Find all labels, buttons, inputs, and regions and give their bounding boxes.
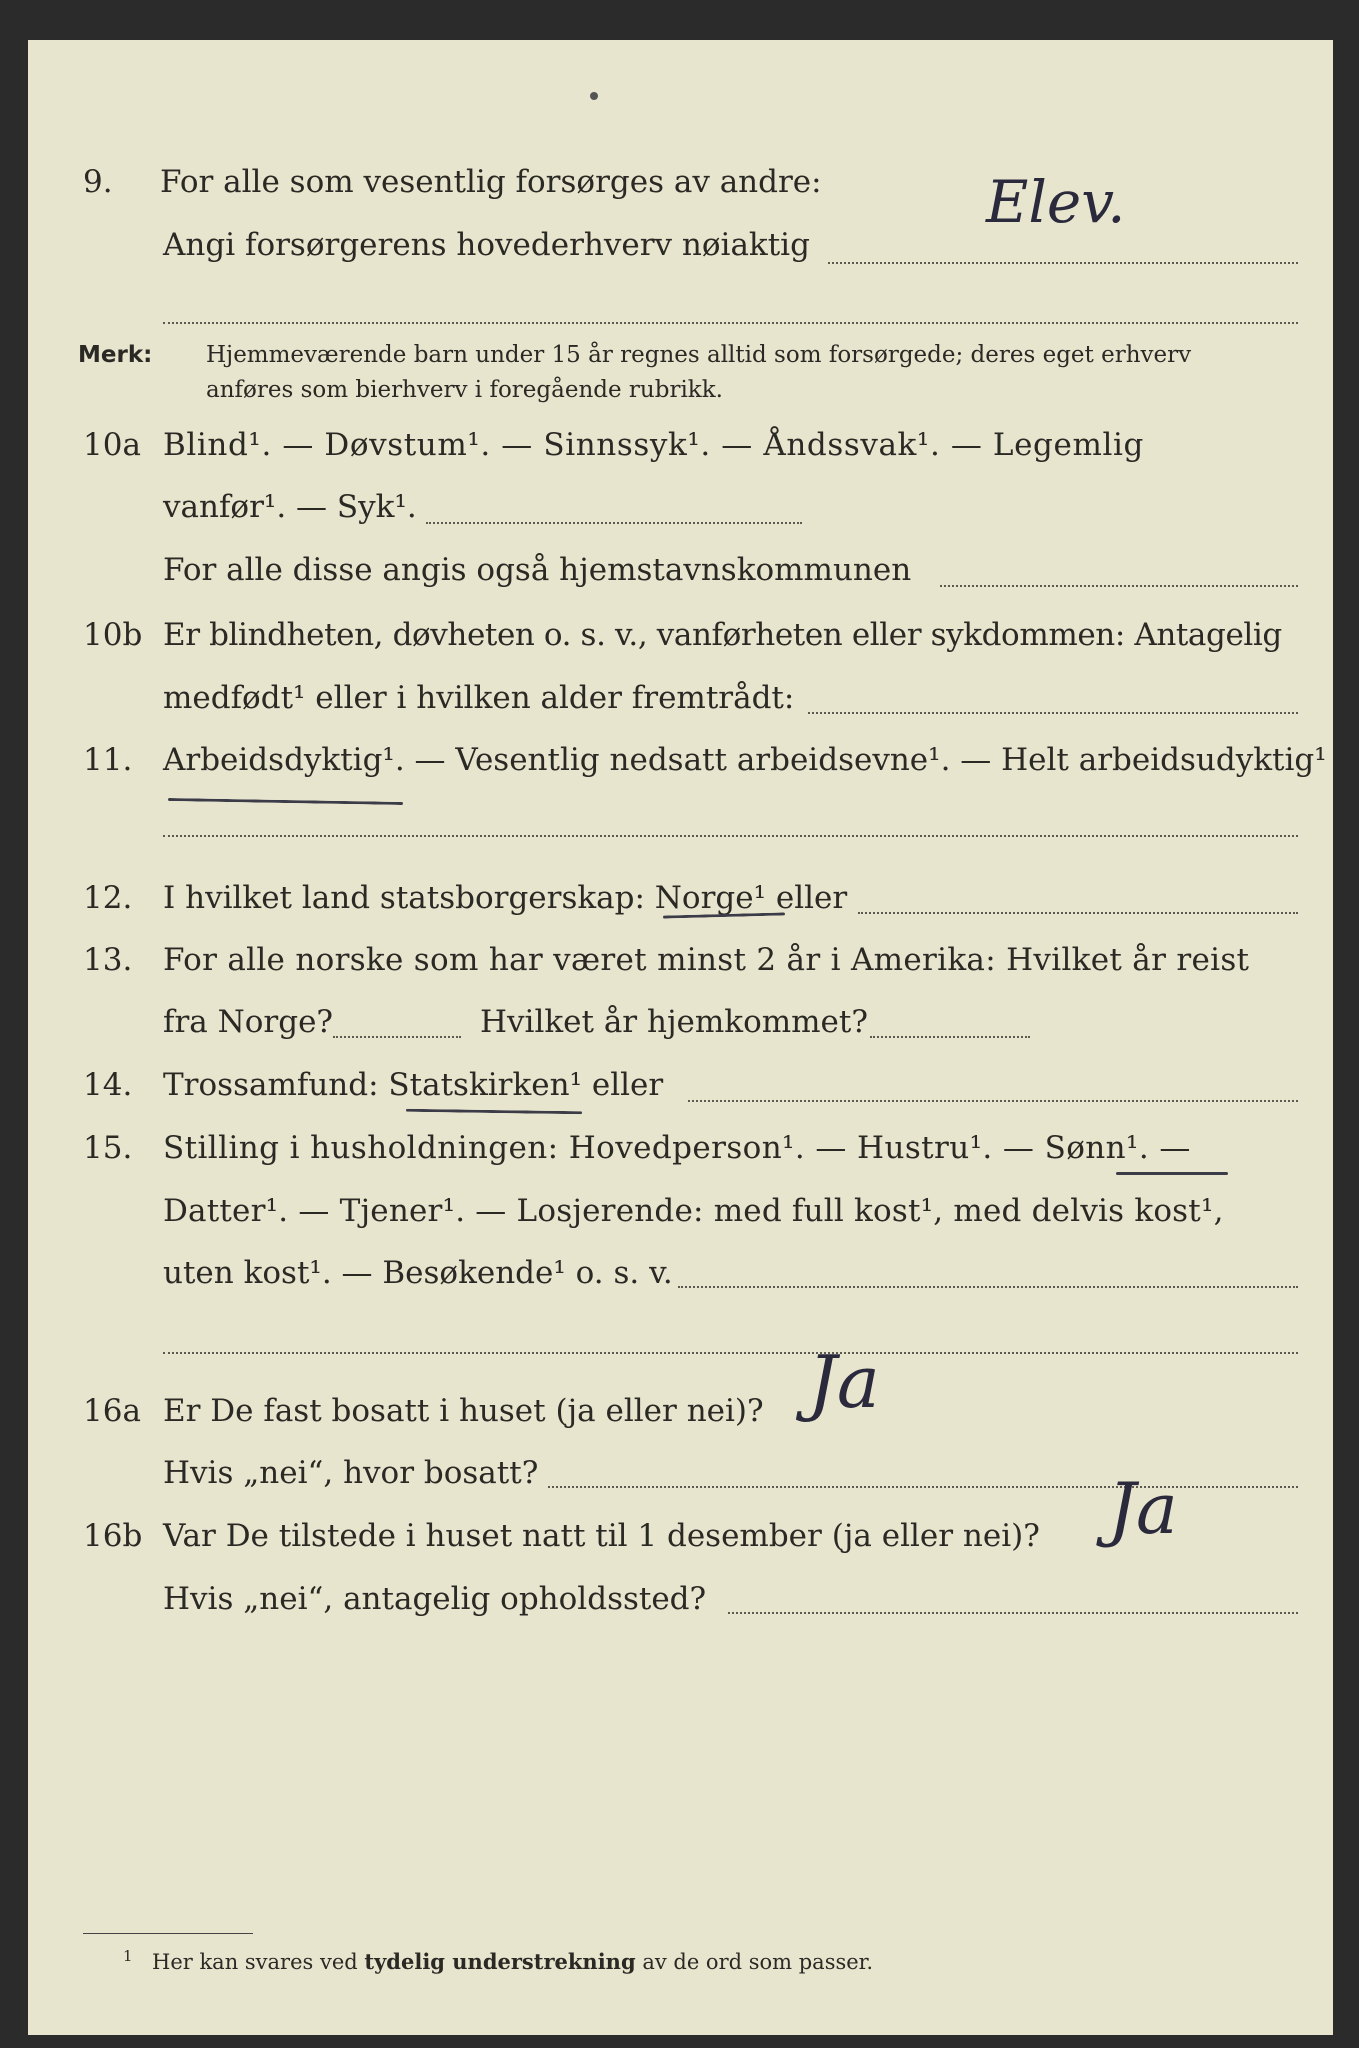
q10a-line3 <box>28 550 1333 590</box>
q12-option-norge[interactable]: Norge¹ <box>654 880 767 916</box>
merk-line2 <box>28 373 1333 407</box>
q11-handwritten-underline <box>168 798 403 805</box>
q10b-text1: Er blindheten, døvheten o. s. v., vanførheten eller sykdommen: Antagelig <box>163 617 1282 653</box>
q16b-text2: Hvis „nei“, antagelig opholdssted? <box>163 1581 707 1617</box>
q9-line2 <box>28 225 1333 265</box>
q10a-line2 <box>28 487 1333 527</box>
merk-line1 <box>28 338 1333 372</box>
q16a-text2: Hvis „nei“, hvor bosatt? <box>163 1455 539 1491</box>
q13-line2 <box>28 1002 1333 1042</box>
q11-option-able[interactable]: Arbeidsdyktig¹. <box>163 742 405 778</box>
footnote-mark: 1 <box>123 1947 133 1965</box>
footnote-pre: Her kan svares ved <box>152 1950 365 1974</box>
q14-option-statskirken[interactable]: Statskirken¹ <box>388 1067 582 1103</box>
q16a-handwritten-answer: Ja <box>808 1340 880 1424</box>
q14-post: eller <box>582 1067 664 1103</box>
q16a-text1: Er De fast bosatt i huset (ja eller nei)? <box>163 1393 764 1429</box>
q15-text1 <box>163 1128 1191 1168</box>
q9-answer-field[interactable] <box>828 262 1298 264</box>
q13-text2b: Hvilket år hjemkommet? <box>480 1004 868 1040</box>
footnote-rule <box>83 1933 253 1934</box>
q9-extra-field[interactable] <box>163 322 1298 324</box>
q10a-text3: For alle disse angis også hjemstavnskommunen <box>163 552 912 588</box>
q15-extra-field[interactable] <box>163 1352 1298 1354</box>
q12-pre: I hvilket land statsborgerskap: <box>163 880 655 916</box>
q11-number: 11. <box>83 742 133 778</box>
q15-text3: uten kost¹. — Besøkende¹ o. s. v. <box>163 1255 673 1291</box>
q12-number: 12. <box>83 880 133 916</box>
q16b-number: 16b <box>83 1518 143 1554</box>
q16b-whereabouts-field[interactable] <box>728 1612 1298 1614</box>
footnote <box>28 1946 1333 1978</box>
q10a-municipality-field[interactable] <box>940 585 1298 587</box>
q13-departure-year-field[interactable] <box>333 1036 461 1038</box>
q9-line1 <box>28 162 1333 202</box>
q15-line1 <box>28 1128 1333 1168</box>
q9-text1: For alle som vesentlig forsørges av andre: <box>160 164 822 200</box>
q15-text1-pre: Stilling i husholdningen: Hovedperson¹. — Hustru¹. — <box>163 1130 1045 1166</box>
q16a-residence-field[interactable] <box>548 1486 1298 1488</box>
q13-line1 <box>28 940 1333 980</box>
q16b-text1: Var De tilstede i huset natt til 1 desember (ja eller nei)? <box>163 1518 1040 1554</box>
merk-text1: Hjemmeværende barn under 15 år regnes alltid som forsørgede; deres eget erhverv <box>206 342 1192 368</box>
q10b-line1 <box>28 615 1333 655</box>
q13-text1: For alle norske som har været minst 2 år i Amerika: Hvilket år reist <box>163 942 1250 978</box>
footnote-bold: tydelig understrekning <box>364 1949 636 1974</box>
q11-rest: — Vesentlig nedsatt arbeidsevne¹. — Helt arbeidsudyktig¹ <box>404 742 1327 778</box>
q9-number: 9. <box>83 164 113 200</box>
q15-line2 <box>28 1191 1333 1231</box>
q9-handwritten-answer: Elev. <box>986 168 1126 236</box>
q10a-number: 10a <box>83 427 141 463</box>
q15-text1-end: — <box>1149 1130 1191 1166</box>
q10b-age-field[interactable] <box>808 712 1298 714</box>
q15-text2: Datter¹. — Tjener¹. — Losjerende: med full kost¹, med delvis kost¹, <box>163 1193 1224 1229</box>
census-form-page <box>28 40 1333 2035</box>
q14-handwritten-underline <box>406 1109 582 1114</box>
footnote-text <box>152 1946 873 1978</box>
q10a-sick-field[interactable] <box>426 522 802 524</box>
q10a-line1 <box>28 425 1333 465</box>
q15-handwritten-underline <box>1116 1172 1228 1175</box>
q14-line <box>28 1065 1333 1105</box>
q14-pre: Trossamfund: <box>163 1067 389 1103</box>
q9-text2: Angi forsørgerens hovederhverv nøiaktig <box>163 227 810 263</box>
punch-mark <box>590 92 598 100</box>
q15-option-sonn[interactable]: Sønn¹. <box>1044 1130 1150 1166</box>
q14-faith-field[interactable] <box>688 1100 1298 1102</box>
q12-text <box>163 878 847 918</box>
q13-return-year-field[interactable] <box>870 1036 1030 1038</box>
merk-label: Merk: <box>78 342 153 368</box>
q10a-text1: Blind¹. — Døvstum¹. — Sinnssyk¹. — Åndssvak¹. — Legemlig <box>163 427 1144 463</box>
q12-post: eller <box>766 880 848 916</box>
q14-text <box>163 1065 663 1105</box>
q13-text2a: fra Norge? <box>163 1004 334 1040</box>
q14-number: 14. <box>83 1067 133 1103</box>
q15-number: 15. <box>83 1130 133 1166</box>
q10b-text2: medfødt¹ eller i hvilken alder fremtrådt: <box>163 680 795 716</box>
q10a-text2: vanfør¹. — Syk¹. <box>163 489 417 525</box>
q10b-number: 10b <box>83 617 143 653</box>
q13-number: 13. <box>83 942 133 978</box>
q12-country-field[interactable] <box>858 912 1298 914</box>
q16b-handwritten-answer: Ja <box>1108 1468 1178 1550</box>
footnote-post: av de ord som passer. <box>635 1950 874 1974</box>
merk-text2: anføres som bierhverv i foregående rubrikk. <box>206 377 723 403</box>
q11-text <box>163 740 1327 780</box>
q11-line <box>28 740 1333 780</box>
q16a-number: 16a <box>83 1393 141 1429</box>
q11-extra-field[interactable] <box>163 835 1298 837</box>
q15-other-field[interactable] <box>678 1286 1298 1288</box>
q16a-line1 <box>28 1391 1333 1431</box>
